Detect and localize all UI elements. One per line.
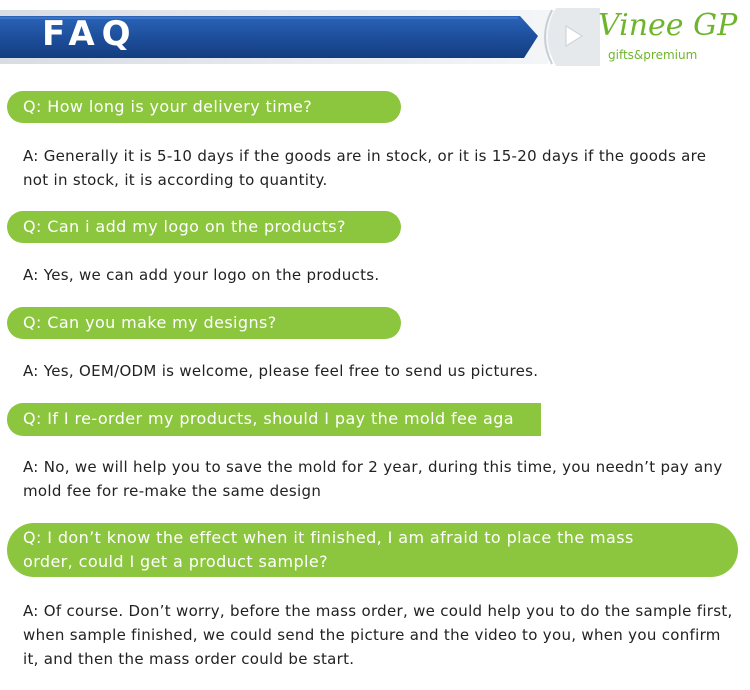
faq-answer-1: A: Generally it is 5-10 days if the goods are in stock, or it is 15-20 days if the goods are not in stock, it is according to quantity. [23, 147, 707, 189]
faq-question-5-line-2: order, could I get a product sample? [23, 552, 328, 571]
faq-question-5-line-1: Q: I don’t know the effect when it finished, I am afraid to place the mass [23, 528, 634, 547]
faq-question-1: Q: How long is your delivery time? [7, 91, 401, 123]
faq-answer-5: A: Of course. Don’t worry, before the mass order, we could help you to do the sample first, when sample finished, we could send the picture and the video to you, when you confirm it, and then the mass order could be start. [23, 602, 733, 668]
logo-wordmark: Vinee GP [598, 8, 738, 43]
faq-question-2: Q: Can i add my logo on the products? [7, 211, 401, 243]
faq-question-4: Q: If I re-order my products, should I pay the mold fee aga [7, 403, 541, 436]
faq-question-5 [7, 523, 738, 577]
brand-logo [598, 6, 748, 68]
faq-question-3: Q: Can you make my designs? [7, 307, 401, 339]
logo-tagline: gifts&premium [608, 48, 698, 62]
faq-header [0, 0, 750, 72]
faq-answer-4: A: No, we will help you to save the mold for 2 year, during this time, you needn’t pay any mold fee for re-make the same design [23, 458, 723, 500]
faq-answer-3: A: Yes, OEM/ODM is welcome, please feel free to send us pictures. [23, 362, 539, 380]
page-title: FAQ [42, 14, 138, 54]
faq-answer-2: A: Yes, we can add your logo on the products. [23, 266, 380, 284]
